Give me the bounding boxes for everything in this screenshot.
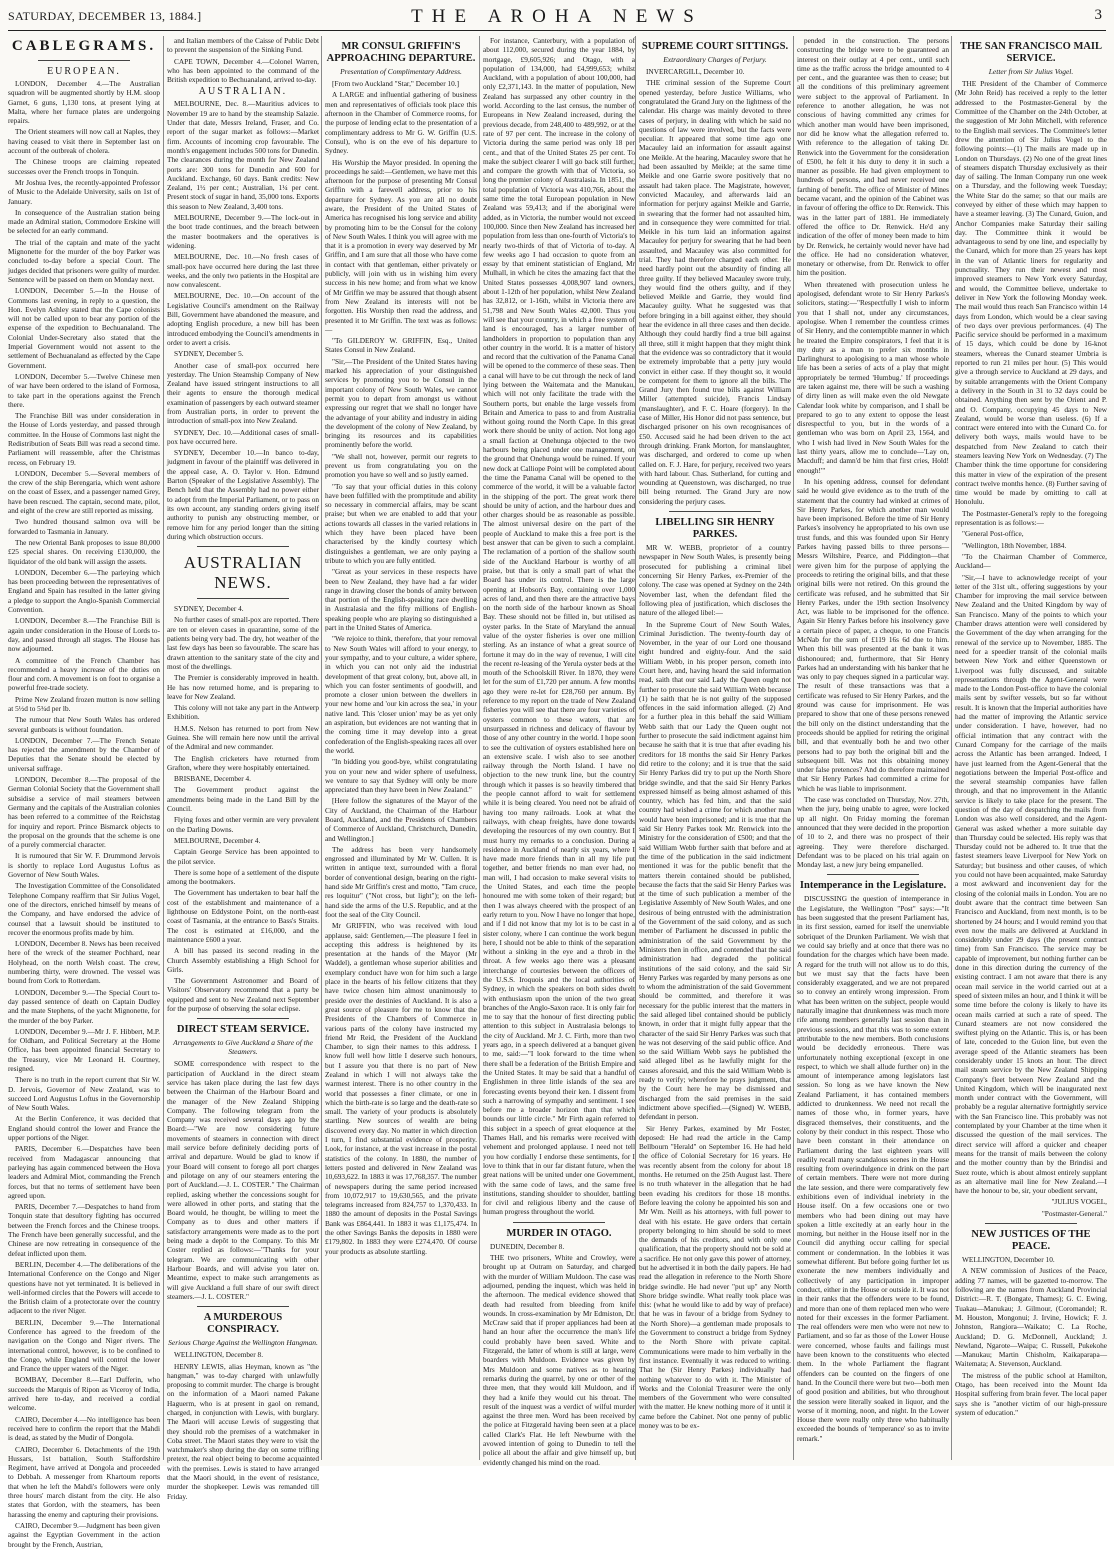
intemperance-heading: Intemperance in the Legislature. <box>799 880 947 892</box>
article-paragraph: The Orient steamers will now call at Naples, they having ceased to visit there in September last on account of the outbreak of cholera. <box>8 127 160 156</box>
article-paragraph: MR W. WEBB, proprietor of a country newspaper in New South Wales, is presently being prosecuted for publishing a criminal libel concerning Sir Henry Parkes, ex-Premier of the colony. The case was opened at Sydney on the 24th November last, when the defendant filed the following plea of justification, which discloses the nature of the alleged libel:— <box>639 543 791 618</box>
libelling-parkes-heading: LIBELLING SIR HENRY PARKES. <box>655 517 775 541</box>
article-paragraph: H.M.S. Nelson has returned to port from New Guinea. She will remain here now until the arrival of the Admiral and new commander. <box>167 723 319 752</box>
article-paragraph: LONDON, December 9.—Mr J. F. Hibbert, M.P. for Oldham, and Political Secretary at the Home Office, has been appointed financial Secretary to the Treasury, vice Mr Leonard H. Courtney, resigned. <box>8 1026 160 1073</box>
australian-subheading: AUSTRALIAN. <box>198 86 288 98</box>
article-paragraph: [From two Auckland "Star," December 10.] <box>332 79 460 89</box>
mail-service-subheading: Letter from Sir Julius Vogel. <box>988 67 1074 77</box>
article-paragraph: Mr Joshua Ives, the recently-appointed Professor of Music to the Adelaide University, sails on 1st of January. <box>8 177 160 206</box>
article-paragraph: When threatened with prosecution unless he apologised, defendant wrote to Sir Henry Parkes's solicitors, stating:—"Respectfully I wish to inform you that I shall not, under any circumstances, apologise. When I remember the countless crimes of Sir Henry, and the contemptible manner in which he treated the Empire conspirators, I feel that it is my duty as a man to prefer six months in Darlinghurst to apologising to a man whose whole life has been a series of acts of a play that might appropriately be termed 'Humbug.' If proceedings are taken against me, there will be such a washing of dirty linen as will make even the old Newgate Calendar look white by comparison, and I shall be prepared to go to any extent to oppose the least disrespectful to you, but in the words of a gentleman who was born on April 23, 1564, and who I wish had lived in New South Wales for the last thirty years, allow me to conclude—'Lay on, Macduff; and damn'd be him that first cries, Hold! enough!'" <box>797 279 949 475</box>
article-paragraph: SYDNEY, December 4. <box>174 604 244 614</box>
article-paragraph: WELLINGTON, December 10. <box>962 1255 1055 1265</box>
justices-body <box>955 1255 1107 1417</box>
article-paragraph: "Great as your services in these respects have been to New Zealand, they have had a far wider range in drawing closer the bonds of amity between that portion of the English-speaking race dwelling in Australasia and the fifty millions of English-speaking people who are playing so distinguished a part in the United States of America. <box>325 567 477 633</box>
column-rule <box>951 36 952 1460</box>
divider <box>827 874 919 875</box>
issue-date: SATURDAY, DECEMBER 13, 1884.] <box>8 9 202 23</box>
article-paragraph: Sir Henry Parkes, examined by Mr Foster, deposed: He had read the article in the Camp Bellbourn "Herald" on September 16. He had held the office of Colonial Secretary for 16 years. He was recently absent from the colony for about 18 months. He returned on the 25th August last. There is no truth whatever in the allegation that he had been evading his creditors for those 18 months. Before leaving the colony he appointed his son and Mr Wm. Neill as his attorneys, with full power to deal with his estate. He gave orders that certain property belonging to him should be sold to meet the demands of his creditors, and with only one qualification, that the property should not be sold at a sacrifice. He not only gave this power of attorney, but he advertised it in both the daily papers. He had read the allegation in reference to the North Shore bridge swindle. He had never "put up" any North Shore bridge swindle. What really took place was this: (what he would like to add by way of preface) that he was in favour of a bridge from Sydney to the North Shore)—a gentleman made proposals to the Government to construct a bridge from Sydney to the North Shore with private capital. Communications were made to him verbally in the first instance. Eventually it was reduced to writing. That he (Sir Henry Parkes) individually had nothing whatever to do with it. The Minister of Works and the Colonial Treasurer were the only members of the Government who were consulted with the matter. He knew nothing more of it until it came before the Cabinet. Not one penny of public money was to be ex- <box>639 1123 791 1431</box>
article-paragraph: THE President of the Chamber of Commerce (Mr John Reid) has received a reply to the letter addressed to the Postmaster-General by the Committee of the Chamber on the 24th October, at the suggestion of Mr John Mitchell, with reference to the English mail services. The Committee's letter drew the attention of Sir Julius Vogel to the following points:—(1) The mails are made up in London on Thursdays. (2) No one of the great lines of steamers dispatch Thursday exclusively as their day of sailing. The Inman Company run one week on a Thursday, and the following week Tuesday; the White Star do the same; so that our mails are conveyed by either of these which may happen to have a steamer leaving. (3) The Cunard, Guion, and Anchor Companies make Saturday their sailing day. The Committee think it would be advantageous to send by one line, and especially by the Cunard, which for more than 25 years has kept in the van of Atlantic liners for regularity and punctuality. They run their newest and most improved steamers to New York every Saturday, and would, the Committee believe, undertake to deliver in New York the following Monday week. The mail would thus reach San Francisco within 14 days from London, which would be a clear saving of two days over previous performances. (4) The Pacific service should be performed in a maximum of 15 days, which could be done by 16-knot steamers, whereas the Cunard steamer Umbria is reported to run 21 miles per hour. (5) This would give a through service to Auckland at 29 days, and by suitable arrangements with the Orient Company a delivery in the South in 31 to 32 days could be obtained. Anything then sent by the Orient and P. and O. Company, occupying 45 days to New Zealand, would be worse than useless. (6) If a contract were entered into with the Cunard Co. for delivery both ways, mails would have to be despatched from New Zealand to catch their steamers leaving New York on Wednesday. (7) The Chamber think the time opportune for considering this matter in view of the expiration of the present contract twelve months hence. (8) Further saving of time would be made by omitting to call at Honolulu. <box>955 79 1107 507</box>
article-paragraph: A LARGE and influential gathering of business men and representatives of officials took place this afternoon in the Chamber of Commerce rooms, for the purpose of lending eclat to the presentation of a complimentary address to Mr G. W. Griffin (U.S. Consul), who is on the eve of his departure to Sydney. <box>325 90 477 156</box>
column-rule <box>163 36 164 1460</box>
divider <box>197 546 289 547</box>
article-paragraph: The rumour that New South Wales has ordered several gunboats is without foundation. <box>8 715 160 734</box>
signature-title: "Postmaster-General." <box>1041 1208 1107 1218</box>
article-paragraph: Flying foxes and other vermin are very prevalent on the Darling Downs. <box>167 815 319 834</box>
article-paragraph: In his opening address, counsel for defendant said he would give evidence as to the truth of the statement that the country had winked at crimes of Sir Henry Parkes, for which another man would have been imprisoned. Before the time of Sir Henry Parkes's insolvency he appropriated to his own use trust funds, and this was founded upon Sir Henry Parkes having passed bills to three persons—Messrs Wiltshire, Pearce, and Piddington—that were given him for the purpose of applying the proceeds to retiring the original bills, and that these original bills were not retired. On this ground the certificate was refused, and he submitted that Sir Henry Parkes, under the 19th section Insolvency Act, was liable to be imprisoned for the offence. Again Sir Henry Parkes before his insolvency gave a certain piece of paper, a cheque, to one Francis McNab for the sum of £119 16s 6d due to him. When this bill was presented at the bank it was dishonoured; and, furthermore, that Sir Henry Parkes had an understanding with his banker that he was only to pay cheques signed in a particular way. The result of these transactions was that a certificate was refused to Sir Henry Parkes, and the ground was cause for imprisonment. He was prepared to show that one of these persons renewed the bill only on the distinct understanding that the proceeds should be applied for retiring the original bill, and that eventually both he and two other persons had to pay both the original bill and the subsequent bill. Was not this obtaining money under false pretences? And do therefore maintained that Sir Henry Parkes had committed a crime for which he was liable to imprisonment. <box>797 476 949 793</box>
article-paragraph: LONDON, December 5.—Twelve Chinese men of war have been ordered to the island of Formosa, to take part in the operations against the French there. <box>8 371 160 409</box>
article-paragraph: The trial of the captain and mate of the yacht Mignonette for the murder of the boy Parker was concluded to-day before a special Court. The judges decided that prisoners were guilty of murder. Sentence will be passed on them on Monday next. <box>8 237 160 284</box>
murderous-conspiracy-body <box>167 1350 319 1501</box>
article-paragraph: CAIRO, December 9.—Judgment has been given against the Egyptian Government in the action brought by the French, Austrian, <box>8 1520 160 1549</box>
article-paragraph: The English cricketers have returned from Grafton, where they were hospitably entertained. <box>167 753 319 772</box>
article-paragraph: This colony will not take any part in the Antwerp Exhibition. <box>167 703 319 722</box>
article-paragraph: BOMBAY, December 8.—Earl Dufferin, who succeeds the Marquis of Ripon as Viceroy of India, arrived here to-day, and received a cordial welcome. <box>8 1375 160 1413</box>
article-paragraph: MELBOURNE, December 9.—The lock-out in the boot trade continues, and the breach between the master bootmakers and the operatives is widening. <box>167 213 319 250</box>
divider <box>197 1018 289 1019</box>
divider <box>669 511 761 512</box>
article-paragraph: The Government has undertaken to bear half the cost of the establishment and maintenance of a lighthouse on Eddystone Point, on the north-east coast of Tasmania, at the entrance to Bass's Straits. The cost is estimated at £16,000, and the maintenance £600 a year. <box>167 888 319 944</box>
article-paragraph: LONDON, December 8. News has been received here of the wreck of the steamer Pochhard, near Holyhead, on the north Welsh coast. The crew, numbering thirty, were drowned. The vessel was bound from Cork to Rotterdam. <box>8 939 160 986</box>
australian-body <box>167 99 319 541</box>
article-paragraph: There is some hope of a settlement of the dispute among the bootmakers. <box>167 867 319 887</box>
divider <box>197 1306 289 1307</box>
article-paragraph: LONDON, December 8.—The Franchise Bill is again under consideration in the House of Lords to-day, and passed through all stages. The House has now adjourned. <box>8 616 160 654</box>
australian-news-heading: AUSTRALIAN NEWS. <box>183 553 303 593</box>
murderous-conspiracy-heading: A MURDEROUS CONSPIRACY. <box>203 1312 283 1336</box>
column-2 <box>167 36 319 1501</box>
article-paragraph: BERLIN, December 9.—The International Conference has agreed to the freedom of the navigation on the Congo and Niger rivers. The international control, however, is to be confined to the Congo, while England will control the lower and France the upper waters of the Niger. <box>8 1317 160 1374</box>
column-rule <box>479 36 480 1460</box>
supreme-court-heading: SUPREME COURT SITTINGS. <box>641 41 789 52</box>
article-paragraph: Captain George Service has been appointed to the pilot service. <box>167 847 319 866</box>
article-paragraph: "To say that your official duties in this colony have been fulfilled with the promptitude and ability so necessary in commercial affairs, may be scant praise; but when we are enabled to add that your actions towards all classes in the varied relations in which they have been placed have been characterised by the kindly courtesy which distinguishes a gentleman, we are only paying a tribute to which you are fully entitled. <box>325 481 477 565</box>
article-paragraph: SYDNEY, December 10.—In banco to-day, judgment in favour of the plaintiff was delivered in the appeal case, A. O. Taylor v. Hon. Edmund Barton (Speaker of the Legislative Assembly). The Bench held that the Assembly had no power either to adopt from the Imperial Parliament, or to pass on its own account, any standing orders giving itself authority to punish any obstructing member, or remove him for any period longer than the sitting during which obstruction occurs. <box>167 448 319 541</box>
article-paragraph: THE two prisoners, White and Crowley, were brought up at Outram on Saturday, and charged with the murder of William Muldoon. The case was adjourned, pending the inquest, which was held in the afternoon. The medical evidence showed that death had resulted from bleeding from knife wounds. In cross-examination by Mr Edmiston, Dr. McCraw said that if proper appliances had been at hand an hour after the occurrence the man's life could probably have been saved. White and Fitzgerald, the latter of whom is still at large, were boarders with Muldoon. Evidence was given by Mrs Muldoon and some natives as to hearing remarks during the quarrel, by one or other of the three men, that they would kill Muldoon, and if they had a knife they would cut his throat. The result of the inquest was a verdict of wilful murder against the three men. Word has been received by the police at Fitzgerald having been seen at a place called Clark's Flat. He left Newburne with the avowed intention of going to Dunedin to tell the police all about the affair and give himself up, but evidently changed his mind on the road. <box>483 1253 635 1467</box>
intemperance-body <box>797 894 949 1443</box>
cablegrams-continued <box>167 36 319 84</box>
article-paragraph: The Postmaster-General's reply to the foregoing representation is as follows:— <box>955 508 1107 528</box>
article-paragraph: Two hundred thousand salmon ova will be forwarded to Tasmania in January. <box>8 517 160 536</box>
article-paragraph: The mistress of the public school at Hamilton, Otago, has been received into the Mount Ida Hospital suffering from brain fever. The local paper says she is "another victim of our high-pressure system of education." <box>955 1370 1107 1417</box>
column-6 <box>797 36 949 1460</box>
article-paragraph: SYDNEY, Dec. 10.—Additional cases of small-pox have occurred here. <box>167 427 319 446</box>
article-paragraph: PARIS, December 6.—Despatches have been received from Madagascar announcing that parleying has again commenced between the Hova leaders and Admiral Miot, commanding the French forces, but that no terms of settlement have been agreed upon. <box>8 1144 160 1200</box>
article-paragraph: PARIS, December 7.—Despatches to hand from Tonquin state that desultory fighting has occurred between the French forces and the Chinese troops. The French have been generally successful, and the Chinese are now retreating in consequence of the defeat inflicted upon them. <box>8 1202 160 1258</box>
article-paragraph: At the Berlin Conference, it was decided that England should control the lower and France the upper portions of the Niger. <box>8 1114 160 1143</box>
murderous-conspiracy-subheading: Serious Charge Against the Wellington Hangman. <box>168 1338 318 1348</box>
page-number: 3 <box>1094 7 1102 23</box>
direct-steam-subheading: Arrangements to Give Auckland a Share of the Steamers. <box>173 1038 313 1057</box>
article-paragraph: "We rejoice to think, therefore, that your removal to New South Wales will afford to your energy, to your sympathy, and to your culture, a wider sphere, in which you can not only aid the industrial development of that great colony, but, above all, in which you can foster sentiments of goodwill, and promote a closer union between the dwellers in your new home and 'our kin across the sea,' in your native land. This 'closer union' may be as yet only an aspiration, but evidences are not wanting that in the coming time it may develop into a great confederation of the English-speaking races all over the world. <box>325 634 477 755</box>
article-paragraph: MELBOURNE, Dec. 10.—No fresh cases of small-pox have occurred here during the last three weeks, and the only two patients in the Hospital are now convalescent. <box>167 252 319 290</box>
article-paragraph: Prime New Zealand frozen mutton is now selling at 5½d to 5¾d per lb. <box>8 694 160 713</box>
article-paragraph: CAPE TOWN, December 4.—Colonel Warren, who has been appointed to the command of the British expedition to Bechuanaland, arrived to-day. <box>167 56 319 85</box>
divider <box>197 598 289 599</box>
article-paragraph: SOME correspondence with respect to the participation of Auckland in the direct steam service has taken place during the last few days between the Chairman of the Harbour Board and the manager of the New Zealand Shipping Company. The following telegram from the Company was received several days ago by the Board:—"We are now considering future movements of steamers in connection with direct mail service before definitely deciding ports of arrival and departure. Would be glad to know if your Board will consent to forego all port charges and pilotage on any of our steamers entering the port of Auckland.—J. L. COSTER." The Chairman replied, asking whether the concessions sought for were allowed in other ports, and stating that the Board would, he thought, be willing to meet the Company as to dues and other matters if satisfactory arrangements were made as to the port being made a depôt to the Company. To this Mr Coster replied as follows:—"Thanks for your telegram. We are communicating with other Harbour Boards, and will advise you later on. Meantime, expect to make such arrangements as will give Auckland a full share of our swift direct steamers.—J. L. COSTER." <box>167 1059 319 1301</box>
article-paragraph: "Sir,—I have to acknowledge receipt of your letter of the 31st ult., offering suggestions by your Chamber for improving the mail service between New Zealand and the United Kingdom by way of San Francisco. Many of the points to which your Chamber draws attention were well considered by the Government of the day when arranging for the renewal of the service up to November, 1885. The need for a speedier transit of the colonial mails between New York and either Queenstown or Liverpool was fully discussed, and suitable representations through the Agent-General were made to the London Post-office to have the colonial mails sent by swifter vessels, but so far without result. It is known that the Imperial authorities have had the matter of improving the Atlantic service under consideration. I have, however, had no official intimation that any contract with the Cunard Company for the carriage of the mails across the Atlantic has been arranged. Indeed, I have just learned from the Agent-General that the negotiations between the Imperial Post-office and the several steamship companies have fallen through, and that no improvement in the Atlantic service is likely to take place for the present. The question of the day of despatching the mails from London was also well considered, and the Agent-General was asked whether a more suitable day than Thursday could be selected. His reply was that Thursday could not be adhered to. It true that the fastest steamers leave Liverpool for New York on Saturday; but business and other causes, of which you could not have been acquainted, make Saturday a most awkward and inconvenient day for the closing of the colonial mails in London. You are no doubt aware that the contract time between San Francisco and Auckland, from next month, is to be shortened by 24 hours; and I would remind you that even now the mails are delivered at Auckland in considerably under 29 days (the present contract time) from San Francisco. The service may be capable of improvement, but nothing further can be done in this direction during the currency of the existing contract. I am not aware that there is any ocean mail service in the world carried out at a speed of sixteen miles an hour, and I think it will be some time before the colony is likely to have its ocean mails carried at such a rate of speed. The Cunard steamers are not now considered the swiftest plying on the Atlantic. This is, or has been of late, conceded to the Guion line, but even the average speed of the Atlantic steamers has been considerably under 15 knots an hour. The direct mail steam service by the New Zealand Shipping Company's fleet between New Zealand and the United Kingdom, which will be inaugurated next month under contract with the Government, will probably be a regular alternative fortnightly service with the San Francisco line. This probably was not contemplated by your Chamber at the time when it discussed the question of the mail services. The direct service will afford a quicker and cheaper means for the transit of mails between the colony and the mother country than by the Brindisi and Suez route, which is about almost entirely supplant as an alternative mail line for New Zealand.—I have the honour to be, sir, your obedient servant, <box>955 572 1107 1196</box>
murder-in-otago-body <box>483 1242 635 1467</box>
article-paragraph: Another case of small-pox occurred here yesterday. The Union Steamship Company of New Zealand have issued stringent instructions to all their agents to ensure the thorough medical examination of passengers by each outward steamer from Australian ports, in order to prevent the introduction of small-pox into New Zealand. <box>167 360 319 426</box>
column-rule <box>793 36 794 1460</box>
divider <box>513 1222 605 1223</box>
article-paragraph: LONDON, December 5.—In the House of Commons last evening, in reply to a question, the Hon. Evelyn Ashley stated that the Cape colonists will not be called upon to bear any portion of the expense of the expedition to Bechuanaland. The Colonial Under-Secretary also stated that the Imperial Government would not assent to the settlement of Bechuanaland as effected by the Cape Government. <box>8 286 160 370</box>
article-paragraph: SYDNEY, December 5. <box>174 349 244 359</box>
article-paragraph: In the Supreme Court of New South Wales, Criminal Jurisdiction. The twenty-fourth day of November, in the year of our Lord one thousand eight hundred and eighty-four. And the said William Webb, in his proper person, cometh into Court here, and, having heard the said information read, saith that our said Lady the Queen ought not further to prosecute the said William Webb because (1) he saith that he is not guilty of the supposed offences in the said information alleged. (2) And for a further plea in this behalf the said William Webb saith that our Lady the Queen ought not further to prosecute the said indictment against him because he saith that it is true that after evading his creditors for 18 months the said Sir Henry Parkes did retire to the colony; and it is true that the said Sir Henry Parkes did try to put up the North Shore bridge swindle, and that the said Sir Henry Parkes expressed himself as being almost ashamed of this country, which has fed him, and that the said country had wished a crime for which another man would have been imprisoned; and it is true that the said Sir Henry Parkes took Mr. Renwick into the Ministry for the consideration of £500; and that the said William Webb further saith that before and at the time of the publication in the said indictment mentioned it was for the public benefit that the matters therein contained should be published, because the facts that the said Sir Henry Parkes was at the time of such publication a member of the Legislative Assembly of New South Wales, and one desirous of being entrusted with the administration of the Government of the said colony, and as such member of Parliament he discussed in public the administration of the said Government by the Ministers then in office, and contended that the said administration had degraded the political institutions of the said colony, and the said Sir Henry Parkes was regarded by many persons as one to whom the administration of the said Government should be committed, and therefore it was necessary for the public interest that the matters in the said alleged libel contained should be publicly known, in order that it might fully appear that the character of the said Sir Henry Parkes was such that he was not deserving of the said public office. And so the said William Webb says he published the said alleged libel as he lawfully might for the causes aforesaid, and this the said William Webb is ready to verify; wherefore he prays judgment, that by the Court here he may be dismissed and discharged from the said premises in the said indictment above specified.—(Signed) W. WEBB, defendant in person. <box>639 619 791 1122</box>
article-paragraph: The Chinese troops are claiming repeated successes over the French troops in Tonquin. <box>8 157 160 176</box>
article-paragraph: THE criminal session of the Supreme Court opened yesterday, before Justice Williams, who congratulated the Grand Jury on the lightness of the calendar. His charge was mainly devoted to three cases of perjury, in dealing with which he said no questions of law were involved, but the facts were peculiar. It appeared that some time ago one Macauley laid an information for assault against one Meikle. At the hearing, Macauley swore that he had been assaulted by Meikle; at the same time Meikle and one Garrie swore positively that no assault had taken place. The Magistrate, however, convicted Macauley, and afterwards laid an information for perjury against Meikle and Garrie, in swearing that the former had not assaulted him, and in consequence they were committed for trial. Meikle in his turn laid an information against Macauley for perjury for swearing that he had been assaulted, and Macauley was also committed for trial. They had therefore charged each other. He need hardly point out the absurdity of finding all three guilty. If they believed Macauley swore truly, they would find the others guilty, and if they believed Meikle and Garrie, they would find Macauley guilty. What he suggested was that before bringing in a bill against either, they should hear the evidence in all three cases and then decide. Although they could hardly find a true bill against all three, still it might happen that they might think that the evidence was so contradictory that it would be extremely improbable that a petty jury would convict in either case. If they thought so, it would be competent for them to ignore all the bills. The Grand Jury then found true bills against William Miller (attempted suicide), Francis Lindsay (manslaughter), and F. C. Hoare (forgery). In the case of Miller, His Honor did not pass sentence, but discharged prisoner on his own recognisances of £50. Accused said he had been driven to the act through drinking. Frank Morton, for manslaughter, was discharged, and ordered to come up when called on. F. J. Hare, for perjury, received two years with hard labour. Chas. Sutherland, for cutting and wounding at Queenstown, was discharged, no true bill being returned. The Grand Jury are now considering the perjury cases. <box>639 78 791 506</box>
article-paragraph: No further cases of small-pox are reported. There are ten or eleven cases in quarantine, some of the patients being very bad. The dry, hot weather of the last few days has been so favourable. The scare has drawn attention to the sanitary state of the city and most of the dwellings. <box>167 615 319 671</box>
libelling-parkes-continued <box>797 36 949 869</box>
article-paragraph: The new Oriental Bank proposes to issue 80,000 £25 special shares. On receiving £130,000, the liquidator of the old bank will assign the assets. <box>8 537 160 566</box>
article-paragraph: The Government product against the amendments being made in the Land Bill by the Council. <box>167 785 319 814</box>
article-paragraph: The Franchise Bill was under consideration in the House of Lords yesterday, and passed through committee. In the House of Commons last night the Redistribution of Seats Bill was read a second time. Parliament will reassemble, after the Christmas recess, on February 19. <box>8 411 160 467</box>
article-paragraph: LONDON, December 5.—Several members of the crew of the ship Berengaria, which went ashore on the coast of Essex, and a passenger named Grey, have been rescued. The captain, second mate, pilot, and eight of the crew are still reported as missing. <box>8 468 160 516</box>
column-rule <box>321 36 322 1460</box>
article-paragraph: "In bidding you good-bye, whilst congratulating you on your new and wider sphere of usefulness, we venture to say that Sydney will only be more appreciated than they have been in New Zealand." <box>325 757 477 795</box>
consul-griffin-continued <box>483 36 635 1217</box>
article-paragraph: LONDON, December 9.—The Special Court to-day passed sentence of death on Captain Dudley and the mate Stephens, of the yacht Mignonette, for the murder of the boy Parker. <box>8 987 160 1025</box>
article-paragraph: CAIRO, December 6. Detachments of the 19th Hussars, 1st battalion, South Staffordshire Regiment, have arrived at Dongola and proceeded to Debbah. A messenger from Khartoum reports that when he left the Mahdi's followers were only three hours' march distant from the city. He also states that Gordon, with the steamers, has been harassing the enemy and capturing their provisions. <box>8 1444 160 1519</box>
murder-in-otago-heading: MURDER IN OTAGO. <box>506 1227 612 1239</box>
supreme-court-body <box>639 67 791 506</box>
article-paragraph: LONDON, December 4.—The Australian squadron will be augmented shortly by H.M. sloop Garnet, 6 guns, 1,130 tons, at present lying at Malta, where her furnace plates are undergoing repairs. <box>8 79 160 126</box>
article-paragraph: The Premier is considerably improved in health. He has now returned home, and is preparing to leave for New Zealand. <box>167 673 319 701</box>
article-paragraph: WELLINGTON, December 8. <box>174 1350 264 1360</box>
article-paragraph: HENRY LEWIS, alias Heyman, known as "the hangman," was to-day charged with unlawfully proposing to commit murder. The charge is brought on the information of a Maori named Pakane Haguerm, who is at present in gaol on remand, charged, in conjunction with Lewis, with burglary. The Maori will accuse Lewis of suggesting that they should rob the premises of a watchmaker in Coba street. The Maori states they were to visit the watchmaker's shop during the day on some trifling pretext, the real object being to become acquainted with the premises. Lewis is stated to have arranged that the Maori should, in the event of resistance, murder the shopkeeper. Lewis was remanded till Friday. <box>167 1361 319 1501</box>
article-paragraph: "Sir,—The President of the United States having marked his appreciation of your distinguished services by promoting you to be Consul in the important colony of New South Wales, we cannot permit you to depart from amongst us without expressing our regret that we shall no longer have the advantage of your ability and industry in aiding the development of the colony of New Zealand, by bringing its resources and its capabilities prominently before the world. <box>325 356 477 450</box>
article-paragraph: DISCUSSING the question of intemperance in the Legislature, the Wellington "Post" says:—"It has been suggested that the present Parliament has, in its first session, earned for itself the unenviable sobriquet of the Drunken Parliament. We wish that we could say briefly and at once that there was no foundation for the charges which have been made. A regard for the truth will not allow us to do this, but we must say that the facts have been considerably exaggerated, and we are not prepared so to convey an entirely wrong impression. From what has been written on the subject, people would naturally imagine that drunkenness was much more rife among members generally last session than in previous sessions, and that this was to some extent attributable to the new members. Both conclusions would be decidedly erroneous. There was unfortunately nothing exceptional (except in one respect, to which we shall allude further on) in the amount of intemperance among legislators last session. So long as we have known the New Zealand Parliament, it has contained members addicted to drunkenness. We need not recall the names of those who, in former years, have disgraced themselves, their constituents, and the colony by their conduct in this respect. Those who have been constant in their attendance on Parliament during the last eighteen years will readily recall many scandalous scenes in the House resulting from overindulgence in drink on the part of certain members. There were not more during the late session, and there were comparatively few exhibitions even of individual inebriety in the House itself. On a few occasions one or two members who had been dining out may have spoken a little excitedly at an early hour in the morning, but neither in the House itself nor in the Council did anything occur calling for special comment or condemnation. In the lobbies it was somewhat different. But before going further let us exonerate the new members individually and collectively of any participation in improper conduct, either in the House or outside it. It was not in their ranks that the offenders were to be found, and more than one of them replaced men who were noted for their excesses in the former Parliament. The real offenders were men who were not new to Parliament, and so far as those of the Lower House were concerned, whose faults and failings must have been known to the constituents who elected them. In the whole Parliament the flagrant offenders can be counted on the fingers of one hand. In the Council there were but two—both men of good position and abilities, but who throughout the session were literally soaked in liquor, and the worse of it morning, noon, and night. In the Lower House there were really only three who habitually exceeded the bounds of 'temperance' so as to invite remark." <box>797 894 949 1443</box>
column-4 <box>483 36 635 1467</box>
article-paragraph: LONDON, December 8.—The proposal of the German Colonial Society that the Government shall subsidise a service of mail steamers between Germany and the capitals of the Australian colonies has been referred to a committee of the Reichstag for inquiry and report. Prince Bismarck objects to the proposal on the grounds that the scheme is one of a purely commercial character. <box>8 775 160 850</box>
article-paragraph: MELBOURNE, December 4. <box>174 835 261 845</box>
divider <box>985 1223 1077 1224</box>
signature-vogel: "JULIUS VOGEL, <box>1051 1197 1107 1207</box>
article-paragraph: [Here follow the signatures of the Mayor of the City of Auckland, the Chairman of the Harbour Board, Auckland, and the Presidents of Chambers of Commerce of Auckland, Christchurch, Dunedin, and Wellington.] <box>325 796 477 843</box>
article-paragraph: The address has been very handsomely engrossed and illuminated by Mr W. Cullen. It is written in antique text, surrounded with a floral border of conventional design, bearing on the right-hand side Mr Griffin's crest and motto, "Tam cruce, res loquitur" ("Not cross, but light"); on the left-hand side the arms of the U.S. Republic, and at the foot the seal of the City Council. <box>325 844 477 919</box>
column-7 <box>955 36 1107 1460</box>
consul-griffin-body <box>325 79 477 1256</box>
article-paragraph: and Italian members of the Caisse of Public Debt to prevent the suspension of the Sinking Fund. <box>167 36 319 55</box>
cablegrams-body <box>8 79 160 1549</box>
supreme-court-subheading: Extraordinary Charges of Perjury. <box>663 55 767 65</box>
article-paragraph: It is rumoured that Sir W. F. Drummond Jervois is shortly to replace Lord Augustus Loftus as Governor of New South Wales. <box>8 851 160 880</box>
masthead <box>8 6 1106 31</box>
direct-steam-heading: DIRECT STEAM SERVICE. <box>176 1024 310 1036</box>
article-paragraph: "General Post-office, <box>962 529 1024 539</box>
article-paragraph: LONDON, December 6.—The parleying which has been proceeding between the representatives of England and Spain has resulted in the latter giving a pledge to support the Anglo-Spanish Commercial Convention. <box>8 567 160 615</box>
article-paragraph: "To the Chairman Chamber of Commerce, Auckland— <box>955 551 1107 571</box>
mail-service-body <box>955 79 1107 1195</box>
article-paragraph: A NEW commission of Justices of the Peace, adding 77 names, will be gazetted to-morrow. The following are the names from Auckland Provincial District:—R. T. (Bongate, Thames); G. C. Ewing, Tuakau—Manukau; J. Gilmour, (Coromandel; R. M. Houston, Mongonui; J. Irvine, Howick; F. J. Johnston, Rangiora—Waikato; C. La Roche, Auckland; D. G. McDonnell, Auckland; J. Newland, Ngarote—Waipa; C. Russell, Pukekohe—Manukau; Martin Chisholm, Kaikaparapa—Waitemata; A. Stevenson, Auckland. <box>955 1266 1107 1369</box>
cablegrams-heading: CABLEGRAMS. <box>11 38 157 54</box>
article-paragraph: BRISBANE, December 4. <box>174 774 252 784</box>
article-paragraph: CAIRO, December 4.—No intelligence has been received here to confirm the report that the Mahdi is dead, as stated by the Mudir of Dongola. <box>8 1414 160 1443</box>
article-paragraph: For instance, Canterbury, with a population of about 112,000, secured during the year 1884, by mortgage, £9,605,926; and Otago, with a population of 134,000, had £4,999,653; whilst Auckland, with a population of about 100,000, had only £2,371,143. In the matter of population, New Zealand has surpassed any other country in the world. According to the last census, the number of Europeans in New Zealand increased, during the previous decade, from 248,400 to 489,992, or at the rate of 97 per cent. The increase in the colony of Victoria during the same period was only 18 per cent., and that of the United States 25 per cent. To make the subject clearer I will go back still further, and compare the growth with that of Victoria, so long the premier colony of Australasia. In 1851, the total population of Victoria was 410,766, about the same time the total European population in New Zealand was 59,413; and if the aboriginal were added, as in Victoria, the number would not exceed 100,000. Since then New Zealand has increased her population from less than one-fourth of Victoria's to nearly two-thirds of that of Victoria of to-day. A few weeks ago I had occasion to quote from an essay by that eminent statistician of England, Mr Mulhall, in which he cites the amazing fact that the United States possesses 4,008,907 land owners, about 1-12th of her population, whilst New Zealand has 32,812, or 1-16th, whilst in Victoria there are 51,798 and New South Wales 42,000. Thus you will see that your country, in which a free system of land is encouraged, has a larger number of landholders in proportion to population than any other country in the world. It is a matter of history and record that the cultivation of the Panama Canal will be opened to the commerce of these seas. Then a canal will have to be cut through the neck of land lying between the Waitemata and the Manukau, which will not only facilitate the trade with the Southern ports, but enable the large vessels from Britain and America to pass to and from Australia without going round the North Cape. In this great work there should be unity of action. Not long ago a small faction at Onehunga objected to the two harbours being placed under one management, on the ground that Onehunga would be ruined. If your new dock at Calliope Point will be completed about the time the Panama Canal will be opened to the commerce of the world, it will be a valuable factor in the shipping of the port. The great work there should be unity of action, and the harbour dues and other charges should be as reasonable as possible. The almost universal desire on the part of the people of Auckland to make this a free port is the best answer that can be given to such a complaint. The reclamation of a portion of the shallow south side of the Auckland Harbour is worthy of all praise, but that is only a small part of what the Board has under its control. There is the large opening at Hobson's Bay, containing over 1,000 acres of land, and then there are the attractive bays on the north side of the harbour known as Shoal Bay. These should not be filled in, but utilised as oyster parks. In the State of Maryland the annual value of the oyster fisheries is over one million sterling. As an instance of what a great source of fortune it may do in the way of revenue, I will cite the recent re-leasing of the Yerula oyster beds at the mouth of the Schoolskill River. In 1870, they were let for the sum of £1,720 per annum. A few months ago they were re-let for £28,760 per annum. By reference to my report on the trade of New Zealand fisheries you will see that there are four varieties of oysters common to these waters, that are unsurpassed in richness and delicacy of flavour by those of any other country in the world. I hope soon to see the cultivation of oysters established here on an extensive scale. I wish also to see another railway through the North Island. I have no objection to the new trunk line, but the country through which it passes is so heavily timbered that the people cannot afford to wait for settlement while it is being cleared. You need not be afraid of having too many railroads. Look at what the railways, with cheap freights, have done towards developing the resources of my own country. But I must hurry my remarks to a conclusion. During a residence in Auckland of nearly six years, where I have made more friends than in all my life put together, and better friends no man ever had, no man will, I had occasion to make several visits to the United States, and each time the people honoured me with some token of their regard; but then I was always cheered with the prospect of an early return to you. Now I have no longer that hope, and if I did not know that my lot is to be cast in a sister colony, where I can continue the work begun here, I should not be able to think of the separation without a sinking in the eye and a throb in the throat. A few weeks ago there was a pleasant interchange of courtesies between the officers of the U.S.S. Iroquois and the local authorities of Sydney, in which the speakers on both sides dwelt with enthusiasm upon the union of the two great branches of the Anglo-Saxon race. It is only fair for me to say that the honour of first directing public attention to this subject in Australasia belongs to the city of Auckland. Mr J. C. Firth, more than two years ago, in a speech delivered at a banquet given to me, said:—"I look forward to the time when there shall be a federation of the British Empire and the United States. It may be said that a handful of Englishmen in three little islands of the sea are forecasting events beyond their ken. I dissent from such a narrowing of sympathy and sentiment. I see before me a broader horizon than that which bounds our little circle." Mr Firth again referred to this subject in a speech of great eloquence at the Thames Hall, and his remarks were received with vehement and prolonged applause. I need not tell you how cordially I endorse these sentiments, for I love to think that in our far distant future, when the great nations will be united under one Government, with the same code of laws, and the same free institutions, standing shoulder to shoulder, battling for civil and religious liberty and the cause of human progress throughout the world. <box>483 36 635 1217</box>
australian-news-body <box>167 604 319 1013</box>
european-subheading: EUROPEAN. <box>47 66 121 77</box>
article-paragraph: pended in the construction. The persons constructing the bridge were to be guaranteed an interest on their outlay at 4 per cent., until such time as the traffic across the bridge amounted to 4 per cent., and the guarantee was then to cease; but all the conditions of this preliminary agreement were subject to the approval of Parliament. In reference to another allegation, he was not conscious of having committed any crimes for which another man would have been imprisoned, nor did he know what the allegation referred to. With reference to the allegation of taking Dr. Renwick into the Government for the consideration of £500, he felt it his duty to deny it in such a manner as possible. He had given employment to hundreds of persons, and had never received one farthing of benefit. The office of Minister of Mines became vacant, and the opinion of the Cabinet was in favour of offering the office to Dr. Renwick. This was in the latter part of 1881. He immediately offered the office to Dr. Renwick. He'd any indication of the offer of money been made to him by Dr. Renwick, he certainly would never have had the office. He had no consideration whatever, monetary or otherwise, from Dr. Renwick to offer him the position. <box>797 36 949 278</box>
libelling-parkes-body <box>639 543 791 1430</box>
article-paragraph: The Investigation Committee of the Consolidated Telephone Company reaffirm that Sir Julius Vogel, one of the directors, enriched himself by means of the Company, and have endorsed the advice of counsel that a lawsuit should be instituted to recover the enormous profits made by him. <box>8 881 160 937</box>
article-paragraph: The Government Astronomer and Board of Visitors' Observatory recommend that a party be equipped and sent to New Zealand next September for the purpose of observing the solar eclipse. <box>167 976 319 1014</box>
justices-heading: NEW JUSTICES OF THE PEACE. <box>971 1229 1091 1253</box>
article-paragraph: In consequence of the Australian station being made an Admiral station, Commodore Erskine will be selected for an early command. <box>8 207 160 236</box>
article-paragraph: DUNEDIN, December 8. <box>490 1241 565 1251</box>
mail-service-heading: THE SAN FRANCISCO MAIL SERVICE. <box>959 41 1103 65</box>
article-paragraph: "To GILDEROY W. GRIFFIN, Esq., United States Consul in New Zealand. <box>325 336 477 355</box>
article-paragraph: BERLIN, December 4.—The deliberations of the International Conference on the Congo and Niger questions have not yet terminated. It is believed in well-informed circles that the Powers will accede to the British claim of a protectorate over the country adjacent to the river Niger. <box>8 1259 160 1316</box>
column-1 <box>8 36 160 1549</box>
divider <box>38 60 130 61</box>
article-paragraph: MELBOURNE, Dec. 8.—Mauritius advices to November 19 are to hand by the steamship Salazie. Under that date, Messrs Ireland, Fraser, and Co. report of the sugar market as follows:—Market firm. Accounts of incoming crop favourable. The month's engagement includes 500 tons for Dunedin. The clearances during the month for New Zealand ports are: 300 tons for Dunedin and 600 for Auckland. Exchange, 60 days. Bank credits: New Zealand, 1½ per cent.; Australian, 1¼ per cent. Present stock of sugar in hand, 35,000 tons. Exports this season to New Zealand, 3,400 tons. <box>167 99 319 211</box>
consul-griffin-heading: MR CONSUL GRIFFIN'S APPROACHING DEPARTURE. <box>326 41 476 65</box>
consul-griffin-subheading: Presentation of Complimentary Address. <box>340 67 462 77</box>
article-paragraph: The case was concluded on Thursday, Nov. 27th, when the jury, being unable to agree, were locked up all night. On Friday morning the foreman announced that they were decided in the proportion of 10 to 2, and there was no prospect of their agreeing. They were therefore discharged. Defendant was to be placed on his trial again on Monday last, a new jury being empanelled. <box>797 795 949 870</box>
article-paragraph: "We shall not, however, permit our regrets to prevent us from congratulating you on the promotion you have so well and so justly earned. <box>325 451 477 480</box>
newspaper-title: THE AROHA NEWS <box>411 6 703 27</box>
article-paragraph: A committee of the French Chamber has recommended a heavy increase of the duties on flour and corn. A movement is on foot to organise a powerful free-trade society. <box>8 655 160 693</box>
article-paragraph: INVERCARGILL, December 10. <box>646 67 745 77</box>
article-paragraph: A bill has passed its second reading in the Church Assembly establishing a High School for Girls. <box>167 946 319 974</box>
article-paragraph: His Worship the Mayor presided. In opening the proceedings he said:—Gentlemen, we have met this afternoon for the purpose of presenting Mr Consul Griffin with a farewell address, prior to his departure for Sydney. As you are all no doubt aware, the President of the United States of America has recognised his long service and ability by promoting him to be the Consul for the colony of New South Wales. I think you will agree with me that it is a promotion in every way deserved by Mr Griffin, and I am sure that all those who have come in contact with that gentleman, either privately or publicly, will join with us in wishing him every success in his new home; and from what we know of Mr Griffin we may be assured that though absent from New Zealand its interests will not be forgotten. His Worship then read the address, and presented it to Mr Griffin. The text was as follows:— <box>325 157 477 334</box>
column-rule <box>635 36 636 1460</box>
article-paragraph: MELBOURNE, Dec. 10.—On account of the Legislative Council's amendment on the Railway Bill, Government have abandoned the measure, and adopting English procedure, a new bill has been introduced embodying the Council's amendments in order to avert a crisis. <box>167 291 319 347</box>
article-paragraph: LONDON, December 7.—The French Senate has rejected the amendment by the Chamber of Deputies that the Senate should be elected by universal suffrage. <box>8 735 160 773</box>
article-paragraph: "Wellington, 18th November, 1884. <box>962 540 1067 550</box>
article-paragraph: Mr GRIFFIN, who was received with loud applause, said: Gentlemen,—The pleasure I feel in accepting this address is heightened by its presentation at the hands of the Mayor (Mr Waddel), a gentleman whose superior abilities and exemplary conduct have won for him such a large place in the hearts of his fellow citizens that they have twice chosen him almost unanimously to preside over the destinies of Auckland. It is also a great source of pleasure for me to know that the Presidents of the Chambers of Commerce in various parts of the colony have instructed my friend Mr Reid, the President of the Auckland Chamber, to sign their names to this address. I know full well how little I deserve such honours, but I assure you that there is no part of New Zealand in which I will not always take the warmest interest. There is no other country in the world that possesses a finer climate, or one in which the birth-rate is so large and the death-rate so small. The variety of your products is absolutely startling. New sources of wealth are being discovered every day. No matter in which direction I turn, I find substantial evidence of prosperity. Look, for instance, at the vast increase in the postal statistics of the colony. In 1880, the number of letters posted and delivered in New Zealand was 10,693,622. In 1883 it was 17,768,357. The number of newspapers during the same period increased from 10,072,917 to 19,630,565, and the private telegrams increased from 824,757 to 1,370,433. In 1880 the amount of deposits in the Postal Savings Bank was £864,441. In 1883 it was £1,175,474. In the other Savings Banks the deposits in 1880 were £179,802. In 1883 they were £274,470. Of course your products as absolute startling. <box>325 921 477 1256</box>
article-paragraph: There is no truth in the report current that Sir W. D. Jervois, Governor of New Zealand, was to succeed Lord Augustus Loftus in the Governorship of New South Wales. <box>8 1075 160 1113</box>
column-5 <box>639 36 791 1460</box>
column-3 <box>325 36 477 1460</box>
direct-steam-body <box>167 1059 319 1301</box>
